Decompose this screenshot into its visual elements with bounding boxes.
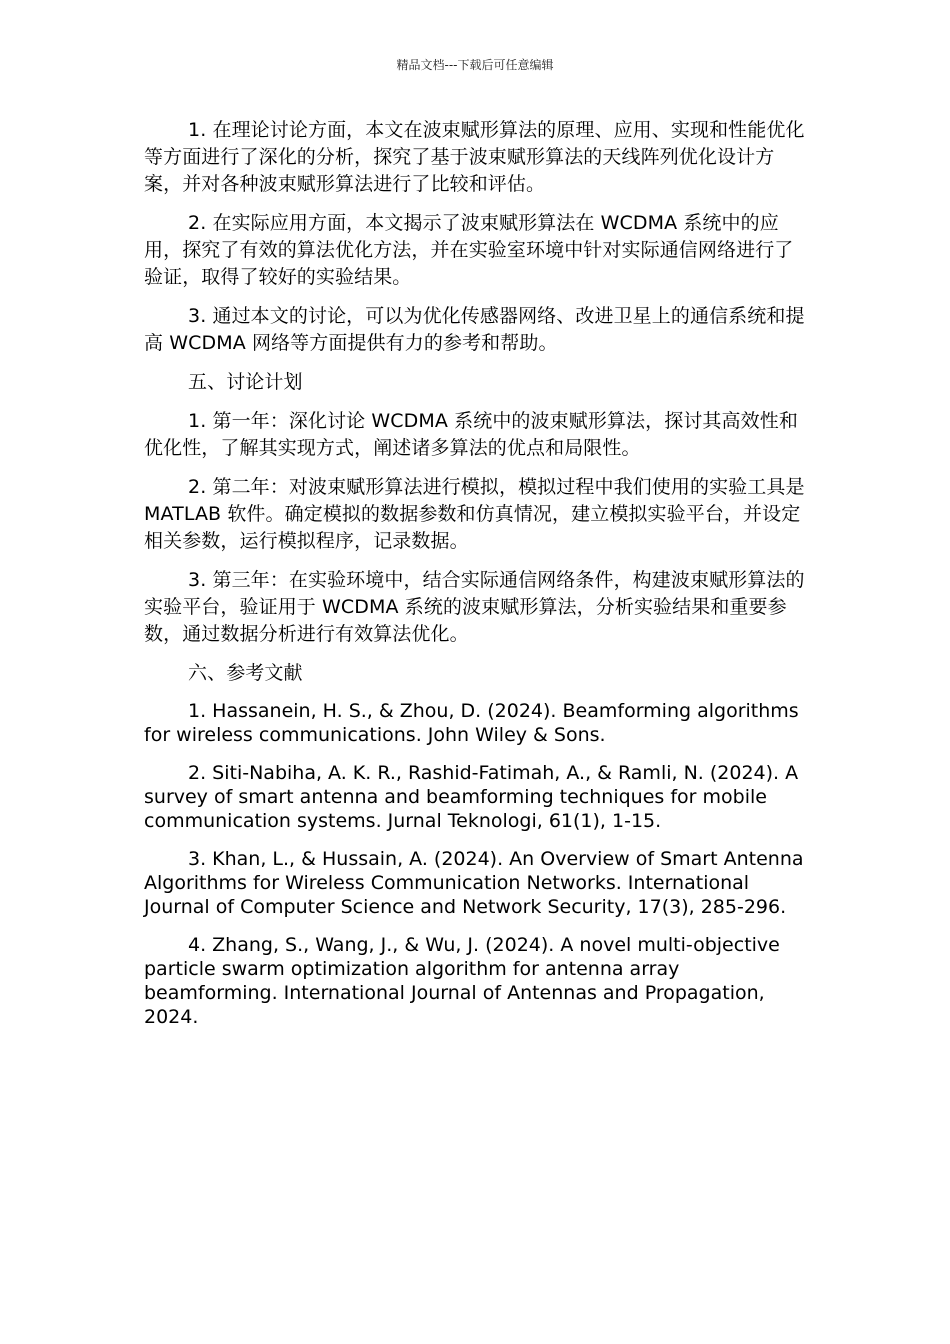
plan-year-1: 1. 第一年：深化讨论 WCDMA 系统中的波束赋形算法，探讨其高效性和优化性，了解其实现方式，阐述诸多算法的优点和局限性。 — [144, 410, 798, 459]
reference-item-4: 4. Zhang, S., Wang, J., & Wu, J. (2024). A novel multi-objective particle swarm optimization algorithm for antenna array beamforming. International Journal of Antennas and Propagation, 2024. — [144, 934, 780, 1028]
conclusion-paragraph-3: 3. 通过本文的讨论，可以为优化传感器网络、改进卫星上的通信系统和提高 WCDMA 网络等方面提供有力的参考和帮助。 — [144, 305, 805, 354]
document-body — [144, 117, 806, 1043]
plan-year-2: 2. 第二年：对波束赋形算法进行模拟，模拟过程中我们使用的实验工具是 MATLAB 软件。确定模拟的数据参数和仿真情况，建立模拟实验平台，并设定相关参数，运行模拟程序，记录数据。 — [144, 476, 805, 552]
section-heading-plan: 五、讨论计划 — [188, 371, 303, 393]
reference-item-2: 2. Siti-Nabiha, A. K. R., Rashid-Fatimah, A., & Ramli, N. (2024). A survey of smart antenna and beamforming techniques for mobile communication systems. Jurnal Teknologi, 61(1), 1-15. — [144, 762, 799, 832]
reference-item-1: 1. Hassanein, H. S., & Zhou, D. (2024). Beamforming algorithms for wireless communications. John Wiley & Sons. — [144, 700, 799, 746]
conclusion-paragraph-2: 2. 在实际应用方面，本文揭示了波束赋形算法在 WCDMA 系统中的应用，探究了有效的算法优化方法，并在实验室环境中针对实际通信网络进行了验证，取得了较好的实验结果。 — [144, 212, 794, 288]
page-header: 精品文档---下载后可任意编辑 — [396, 58, 554, 72]
section-heading-references: 六、参考文献 — [188, 662, 303, 684]
reference-item-3: 3. Khan, L., & Hussain, A. (2024). An Overview of Smart Antenna Algorithms for Wireless Communication Networks. International Journal of Computer Science and Network Security, 17(3), 285-296. — [144, 848, 804, 918]
conclusion-paragraph-1: 1. 在理论讨论方面，本文在波束赋形算法的原理、应用、实现和性能优化等方面进行了深化的分析，探究了基于波束赋形算法的天线阵列优化设计方案，并对各种波束赋形算法进行了比较和评估。 — [144, 119, 805, 195]
plan-year-3: 3. 第三年：在实验环境中，结合实际通信网络条件，构建波束赋形算法的实验平台，验证用于 WCDMA 系统的波束赋形算法，分析实验结果和重要参数，通过数据分析进行有效算法优化。 — [144, 569, 805, 645]
